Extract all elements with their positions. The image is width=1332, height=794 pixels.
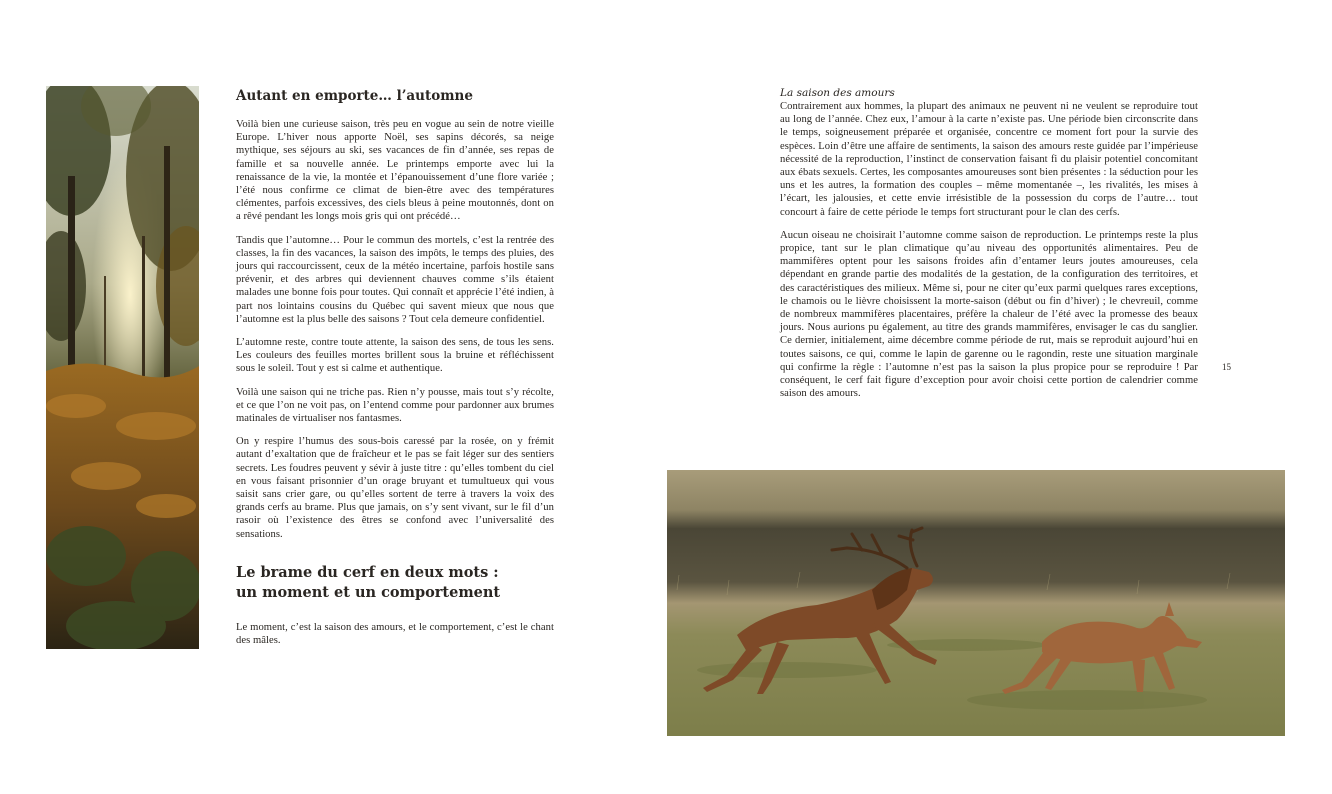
paragraph: Aucun oiseau ne choisirait l’automne comme saison de reproduction. Le printemps reste la plus propice, tant sur le plan climatique qu’au niveau des opportunités alimentaires. Peu de mammifères optent pour les saisons froides afin d’entamer leurs joutes amoureuses, cela dépendant en grande partie des modalités de la gestation, de la configuration des territoires, et des caractéristiques des milieux. Même si, pour ne citer qu’eux parmi quelques rares exceptions, le chamois ou le lièvre choisissent la morte-saison (début ou fin d’hiver) ; le chevreuil, comme de nombreux mammifères placentaires, préfère la chaleur de l’été avec la promesse des beaux jours. Nous aurions pu également, au titre des grands mammifères, envisager le cas du sanglier. Ce dernier, initialement, aime décembre comme période de rut, mais se reproduit aujourd’hui en toutes saisons, ce qui, comme le lapin de garenne ou le ragondin, reste une situation marginale qui confirme la règle : l’automne n’est pas la saison la plus propice pour se reproduire ! Par conséquent, le cerf fait figure d’exception pour avoir choisi cette portion de calendrier comme saison des amours. [780,229,1198,400]
right-text-column [780,86,1198,410]
paragraph: Contrairement aux hommes, la plupart des animaux ne peuvent ni ne veulent se reproduire tout au long de l’année. Chez eux, l’amour à la carte n’existe pas. Une période bien circonscrite dans le temps, soigneusement préparée et organisée, concentre ce moment fort pour la survie des espèces. Loin d’être une affaire de sentiments, la saison des amours reste guidée par l’impérieuse nécessité de la reproduction, l’instinct de conservation faisant fi du plaisir potentiel concomitant aux ébats sexuels. Certes, les composantes amoureuses sont bien présentes : la séduction pour les uns et les autres, la formation des couples – même momentanée –, les rivalités, les mises à l’écart, les jalousies, et cette envie irrésistible de la possession du corps de l’autre… tout concourt à faire de cette période le temps fort structurant pour le clan des cerfs. [780,101,1198,218]
paragraph: L’automne reste, contre toute attente, la saison des sens, de tous les sens. Les couleurs des feuilles mortes brillent sous la bruine et réfléchissent sous le soleil. Tout y est si calme et authentique. [236,337,554,375]
section-title-brame [236,563,554,603]
section-title-brame-line2: un moment et un comportement [236,583,501,601]
paragraph: Voilà une saison qui ne triche pas. Rien n’y pousse, mais tout s’y récolte, et ce que l’on ne voit pas, on l’entend comme pour pardonner aux brumes matinales de virtualiser nos fantasmes. [236,386,554,425]
section-title-autumn: Autant en emporte… l’automne [236,88,473,104]
forest-photo [46,86,199,649]
deer-photo [667,470,1285,736]
page-number: 15 [1222,362,1231,372]
paragraph: Voilà bien une curieuse saison, très peu en vogue au sein de notre vieille Europe. L’hiver nous apporte Noël, ses sapins décorés, sa neige mythique, ses séjours au ski, ses vacances de fin d’année, ses repas de famille et sa nouvelle année. Le printemps emporte avec lui la renaissance de la vie, la montée et l’épanouissement d’une flore variée ; l’été nous confirme ce climat de bien-être avec des températures clémentes, parfois excessives, des ciels bleus à peine moutonnés, dont on a rêvé pendant les longs mois gris qui ont précédé… [236,119,554,223]
paragraph: On y respire l’humus des sous-bois caressé par la rosée, on y frémit autant d’exaltation que de fraîcheur et le pas se fait léger sur des sentiers secrets. Les foudres peuvent y sévir à juste titre : qu’elles tombent du ciel en vous faisant prisonnier d’un orage bruyant et tumultueux qui vous saisit sans crier gare, ou qu’elles sortent de terre à travers la voix des grands cerfs au brame. Plus que jamais, on s’y sent vivant, sur le fil d’un rasoir où l’existence des êtres se confond avec l’universalité des sensations. [236,436,554,540]
paragraph: Le moment, c’est la saison des amours, et le comportement, c’est le chant des mâles. [236,621,554,647]
left-text-column [236,86,554,657]
section-title-brame-line1: Le brame du cerf en deux mots : [236,563,499,581]
subhead-saison-des-amours: La saison des amours [780,87,895,99]
paragraph: Tandis que l’automne… Pour le commun des mortels, c’est la rentrée des classes, la fin des vacances, la saison des impôts, le temps des pluies, des jours qui raccourcissent, ceux de la météo incertaine, parfois hostile sans prévenir, et des arbres qui deviennent chauves comme s’ils étaient malades une bonne fois pour toutes. Qui connaît et apprécie l’été indien, à part nos lointains cousins du Québec qui savent mieux que nous que l’automne est la plus belle des saisons ? Tout cela demeure confidentiel. [236,234,554,325]
